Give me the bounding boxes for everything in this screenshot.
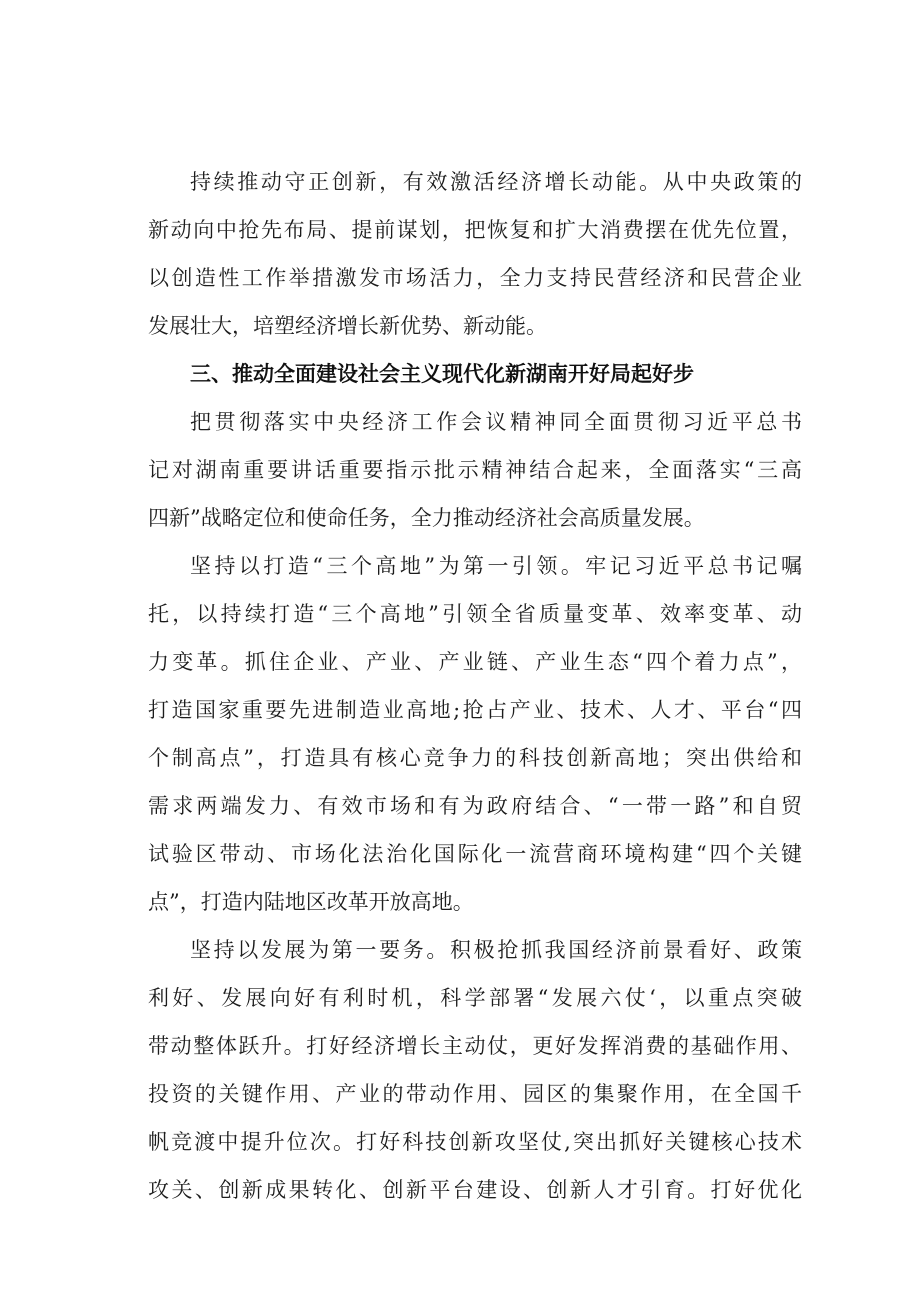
text-line: 攻关、创新成果转化、创新平台建设、创新人才引育。打好优化 — [148, 1178, 802, 1202]
text-line: 坚持以发展为第一要务。积极抢抓我国经济前景看好、政策 — [190, 938, 802, 962]
text-line: 把贯彻落实中央经济工作会议精神同全面贯彻习近平总书 — [190, 410, 802, 434]
text-line: 四新”战略定位和使命任务，全力推动经济社会高质量发展。 — [148, 506, 705, 530]
text-line: 个制高点”，打造具有核心竞争力的科技创新高地；突出供给和 — [148, 746, 802, 770]
paragraph-1 — [148, 158, 802, 350]
text-line: 坚持以打造“三个高地”为第一引领。牢记习近平总书记嘱 — [190, 554, 802, 578]
text-line: 新动向中抢先布局、提前谋划，把恢复和扩大消费摆在优先位置， — [148, 218, 802, 242]
paragraph-3 — [148, 542, 802, 926]
text-line: 需求两端发力、有效市场和有为政府结合、“一带一路”和自贸 — [148, 794, 802, 818]
text-line: 持续推动守正创新，有效激活经济增长动能。从中央政策的 — [190, 170, 802, 194]
text-line: 带动整体跃升。打好经济增长主动仗，更好发挥消费的基础作用、 — [148, 1034, 802, 1058]
text-line: 点”，打造内陆地区改革开放高地。 — [148, 890, 474, 914]
text-line: 帆竞渡中提升位次。打好科技创新攻坚仗,突出抓好关键核心技术 — [148, 1130, 802, 1154]
paragraph-2 — [148, 398, 802, 542]
text-line: 发展壮大，培塑经济增长新优势、新动能。 — [148, 314, 547, 338]
document-page — [148, 158, 802, 1214]
text-line: 利好、发展向好有利时机，科学部署“发展六仗‘，以重点突破 — [148, 986, 802, 1010]
text-line: 力变革。抓住企业、产业、产业链、产业生态“四个着力点”， — [148, 650, 802, 674]
text-line: 投资的关键作用、产业的带动作用、园区的集聚作用，在全国千 — [148, 1082, 802, 1106]
text-line: 记对湖南重要讲话重要指示批示精神结合起来，全面落实“三高 — [148, 458, 802, 482]
text-line: 以创造性工作举措激发市场活力，全力支持民营经济和民营企业 — [148, 266, 802, 290]
paragraph-4 — [148, 926, 802, 1214]
text-line: 托，以持续打造“三个高地”引领全省质量变革、效率变革、动 — [148, 602, 802, 626]
text-line: 试验区带动、市场化法治化国际化一流营商环境构建“四个关键 — [148, 842, 802, 866]
section-heading: 三、推动全面建设社会主义现代化新湖南开好局起好步 — [190, 362, 694, 386]
text-line: 打造国家重要先进制造业高地;抢占产业、技术、人才、平台“四 — [148, 698, 802, 722]
